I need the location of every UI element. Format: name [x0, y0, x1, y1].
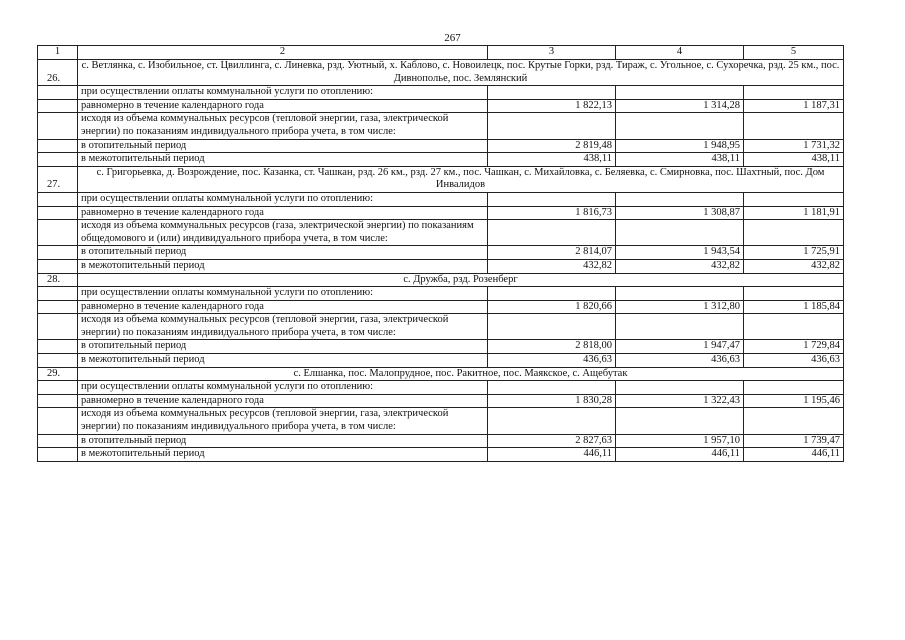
value-cell: 1 816,73 — [488, 206, 616, 220]
empty-cell — [744, 381, 844, 395]
off-period-label: в межотопительный период — [78, 259, 488, 273]
empty-cell — [38, 448, 78, 462]
heating-period-row — [38, 340, 844, 354]
meter-based-row — [38, 314, 844, 340]
value-cell: 2 814,07 — [488, 246, 616, 260]
value-cell: 432,82 — [616, 259, 744, 273]
empty-cell — [38, 287, 78, 301]
empty-cell — [38, 153, 78, 167]
column-number: 4 — [616, 46, 744, 60]
empty-cell — [744, 314, 844, 340]
meter-based-row — [38, 408, 844, 434]
empty-cell — [38, 99, 78, 113]
empty-cell — [38, 300, 78, 314]
empty-cell — [616, 86, 744, 100]
value-cell: 432,82 — [488, 259, 616, 273]
row-index: 28. — [38, 273, 78, 287]
value-cell: 436,63 — [488, 354, 616, 368]
uniform-payment-label: равномерно в течение календарного года — [78, 300, 488, 314]
empty-cell — [38, 354, 78, 368]
value-cell: 2 818,00 — [488, 340, 616, 354]
off-period-row — [38, 153, 844, 167]
meter-based-row — [38, 113, 844, 139]
empty-cell — [488, 408, 616, 434]
empty-cell — [744, 408, 844, 434]
locality-list: с. Григорьевка, д. Возрождение, пос. Казанка, ст. Чашкан, рзд. 26 км., рзд. 27 км., пос. Чашкан, с. Михайловка, с. Беляевка, с. Смирновка, пос. Шахтный, пос. Дом Инвалидов — [78, 166, 844, 192]
locality-row — [38, 166, 844, 192]
empty-cell — [488, 86, 616, 100]
empty-cell — [38, 314, 78, 340]
value-cell: 1 308,87 — [616, 206, 744, 220]
page-number: 267 — [444, 32, 461, 44]
empty-cell — [38, 139, 78, 153]
meter-based-label: исходя из объема коммунальных ресурсов (тепловой энергии, газа, электрической энергии) по показаниям индивидуального прибора учета, в том числе: — [78, 113, 488, 139]
value-cell: 1 731,32 — [744, 139, 844, 153]
empty-cell — [38, 394, 78, 408]
uniform-payment-label: равномерно в течение календарного года — [78, 394, 488, 408]
value-cell: 1 830,28 — [488, 394, 616, 408]
empty-cell — [744, 220, 844, 246]
empty-cell — [744, 287, 844, 301]
row-index: 27. — [38, 166, 78, 192]
value-cell: 436,63 — [616, 354, 744, 368]
value-cell: 1 322,43 — [616, 394, 744, 408]
value-cell: 2 827,63 — [488, 434, 616, 448]
heating-period-label: в отопительный период — [78, 246, 488, 260]
column-number: 5 — [744, 46, 844, 60]
empty-cell — [616, 287, 744, 301]
locality-row — [38, 273, 844, 287]
value-cell: 1 185,84 — [744, 300, 844, 314]
empty-cell — [488, 287, 616, 301]
value-cell: 1 314,28 — [616, 99, 744, 113]
heating-payment-label: при осуществлении оплаты коммунальной услуги по отоплению: — [78, 192, 488, 206]
uniform-payment-row — [38, 394, 844, 408]
empty-cell — [38, 381, 78, 395]
tariff-table — [37, 45, 844, 462]
off-period-row — [38, 259, 844, 273]
value-cell: 1 725,91 — [744, 246, 844, 260]
empty-cell — [616, 408, 744, 434]
value-cell: 1 957,10 — [616, 434, 744, 448]
column-number: 3 — [488, 46, 616, 60]
uniform-payment-label: равномерно в течение календарного года — [78, 99, 488, 113]
empty-cell — [488, 314, 616, 340]
locality-row — [38, 60, 844, 86]
heating-period-row — [38, 139, 844, 153]
row-index: 26. — [38, 60, 78, 86]
value-cell: 1 181,91 — [744, 206, 844, 220]
empty-cell — [744, 86, 844, 100]
value-cell: 446,11 — [488, 448, 616, 462]
value-cell: 1 729,84 — [744, 340, 844, 354]
off-period-label: в межотопительный период — [78, 354, 488, 368]
empty-cell — [616, 192, 744, 206]
heating-period-label: в отопительный период — [78, 139, 488, 153]
value-cell: 1 822,13 — [488, 99, 616, 113]
meter-based-label: исходя из объема коммунальных ресурсов (тепловой энергии, газа, электрической энергии) по показаниям индивидуального прибора учета, в том числе: — [78, 314, 488, 340]
meter-based-row — [38, 220, 844, 246]
value-cell: 1 195,46 — [744, 394, 844, 408]
value-cell: 1 948,95 — [616, 139, 744, 153]
heating-period-row — [38, 434, 844, 448]
empty-cell — [488, 220, 616, 246]
value-cell: 1 187,31 — [744, 99, 844, 113]
value-cell: 1 943,54 — [616, 246, 744, 260]
empty-cell — [488, 192, 616, 206]
value-cell: 438,11 — [616, 153, 744, 167]
column-number: 1 — [38, 46, 78, 60]
heating-period-label: в отопительный период — [78, 340, 488, 354]
empty-cell — [488, 381, 616, 395]
empty-cell — [38, 192, 78, 206]
empty-cell — [38, 113, 78, 139]
value-cell: 1 312,80 — [616, 300, 744, 314]
heating-payment-row — [38, 381, 844, 395]
off-period-row — [38, 448, 844, 462]
empty-cell — [488, 113, 616, 139]
off-period-row — [38, 354, 844, 368]
value-cell: 1 947,47 — [616, 340, 744, 354]
empty-cell — [38, 246, 78, 260]
heating-payment-label: при осуществлении оплаты коммунальной услуги по отоплению: — [78, 287, 488, 301]
uniform-payment-row — [38, 99, 844, 113]
locality-list: с. Ветлянка, с. Изобильное, ст. Цвиллинга, с. Линевка, рзд. Уютный, х. Каблово, с. Новоилецк, пос. Крутые Горки, рзд. Тираж, с. Угольное, с. Сухоречка, рзд. 25 км., пос. Дивнополье, пос. Землянский — [78, 60, 844, 86]
heating-payment-label: при осуществлении оплаты коммунальной услуги по отоплению: — [78, 86, 488, 100]
empty-cell — [744, 113, 844, 139]
column-number-row — [38, 46, 844, 60]
uniform-payment-label: равномерно в течение календарного года — [78, 206, 488, 220]
empty-cell — [38, 206, 78, 220]
empty-cell — [38, 86, 78, 100]
heating-period-row — [38, 246, 844, 260]
meter-based-label: исходя из объема коммунальных ресурсов (газа, электрической энергии) по показаниям общедомового и (или) индивидуального прибора учета, в том числе: — [78, 220, 488, 246]
meter-based-label: исходя из объема коммунальных ресурсов (тепловой энергии, газа, электрической энергии) по показаниям индивидуального прибора учета, в том числе: — [78, 408, 488, 434]
value-cell: 438,11 — [744, 153, 844, 167]
row-index: 29. — [38, 367, 78, 381]
empty-cell — [38, 259, 78, 273]
empty-cell — [616, 113, 744, 139]
uniform-payment-row — [38, 206, 844, 220]
value-cell: 438,11 — [488, 153, 616, 167]
locality-list: с. Елшанка, пос. Малопрудное, пос. Ракитное, пос. Маякское, с. Ащебутак — [78, 367, 844, 381]
off-period-label: в межотопительный период — [78, 153, 488, 167]
empty-cell — [616, 314, 744, 340]
empty-cell — [616, 381, 744, 395]
heating-period-label: в отопительный период — [78, 434, 488, 448]
heating-payment-row — [38, 287, 844, 301]
value-cell: 432,82 — [744, 259, 844, 273]
heating-payment-row — [38, 86, 844, 100]
empty-cell — [744, 192, 844, 206]
empty-cell — [38, 434, 78, 448]
value-cell: 1 739,47 — [744, 434, 844, 448]
uniform-payment-row — [38, 300, 844, 314]
value-cell: 446,11 — [744, 448, 844, 462]
empty-cell — [38, 340, 78, 354]
value-cell: 2 819,48 — [488, 139, 616, 153]
value-cell: 1 820,66 — [488, 300, 616, 314]
locality-row — [38, 367, 844, 381]
heating-payment-label: при осуществлении оплаты коммунальной услуги по отоплению: — [78, 381, 488, 395]
value-cell: 436,63 — [744, 354, 844, 368]
empty-cell — [38, 408, 78, 434]
locality-list: с. Дружба, рзд. Розенберг — [78, 273, 844, 287]
heating-payment-row — [38, 192, 844, 206]
column-number: 2 — [78, 46, 488, 60]
off-period-label: в межотопительный период — [78, 448, 488, 462]
empty-cell — [38, 220, 78, 246]
value-cell: 446,11 — [616, 448, 744, 462]
empty-cell — [616, 220, 744, 246]
